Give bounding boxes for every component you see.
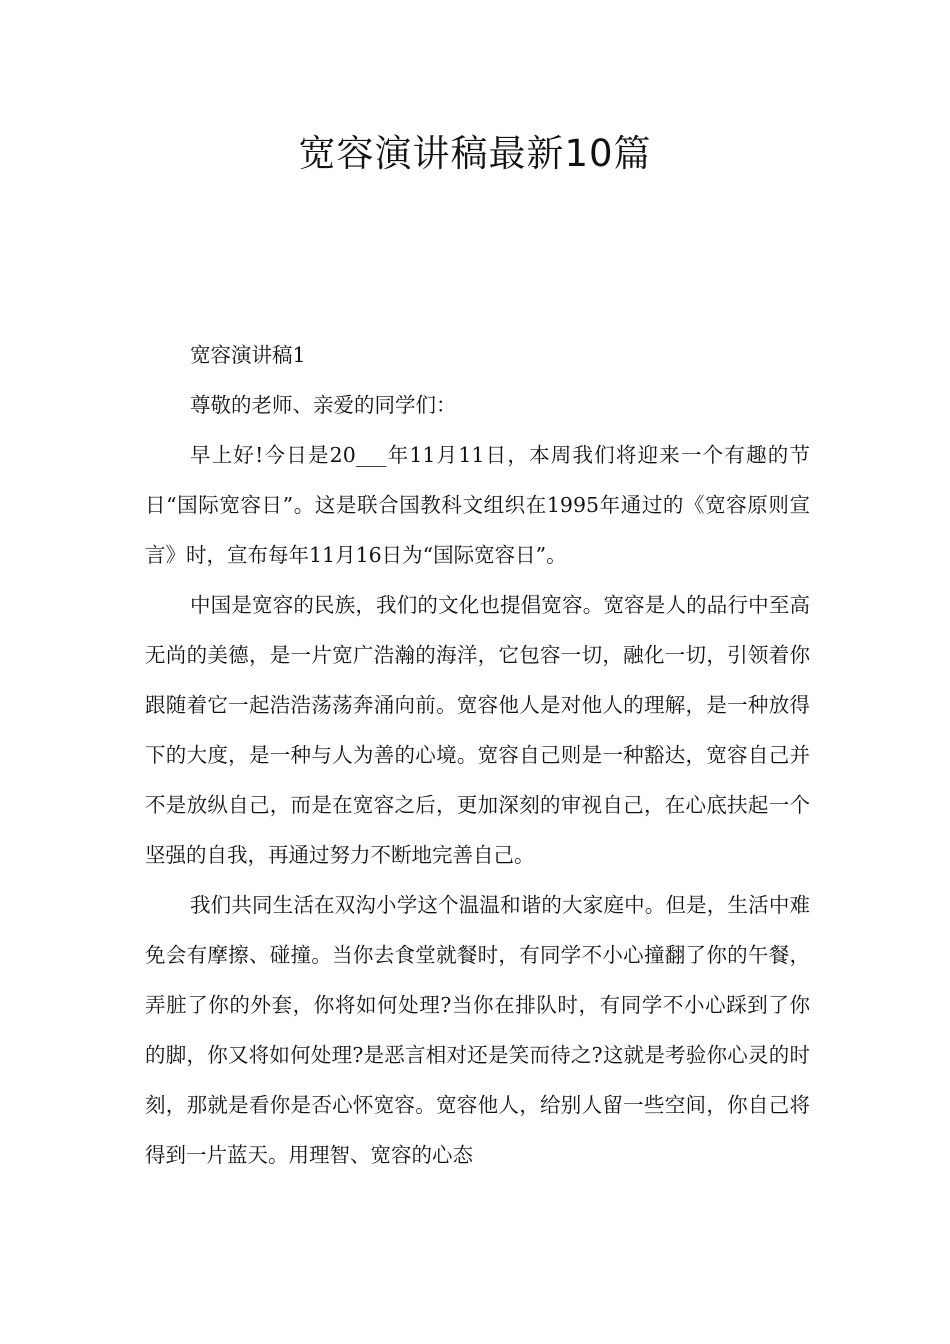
document-title: 宽容演讲稿最新10篇 [298,132,652,175]
section-heading: 宽容演讲稿1 [190,343,306,367]
body-paragraph: 我们共同生活在双沟小学这个温温和谐的大家庭中。但是，生活中难免会有摩擦、碰撞。当你去食堂就餐时，有同学不小心撞翻了你的午餐，弄脏了你的外套，你将如何处理?当你在排队时，有同学不小心踩到了你的脚，你又将如何处理?是恶言相对还是笑而待之?这就是考验你心灵的时刻，那就是看你是否心怀宽容。宽容他人，给别人留一些空间，你自己将得到一片蓝天。用理智、宽容的心态 [145,893,810,1167]
salutation-paragraph: 尊敬的老师、亲爱的同学们： [190,393,457,417]
body-paragraph: 中国是宽容的民族，我们的文化也提倡宽容。宽容是人的品行中至高无尚的美德，是一片宽广浩瀚的海洋，它包容一切，融化一切，引领着你跟随着它一起浩浩荡荡奔涌向前。宽容他人是对他人的理解，是一种放得下的大度，是一种与人为善的心境。宽容自己则是一种豁达，宽容自己并不是放纵自己，而是在宽容之后，更加深刻的审视自己，在心底扶起一个坚强的自我，再通过努力不断地完善自己。 [145,593,810,867]
document-body [145,330,810,1180]
body-paragraph: 早上好!今日是20___年11月11日，本周我们将迎来一个有趣的节日“国际宽容日”。这是联合国教科文组织在1995年通过的《宽容原则宣言》时，宣布每年11月16日为“国际宽容日”。 [145,443,810,567]
